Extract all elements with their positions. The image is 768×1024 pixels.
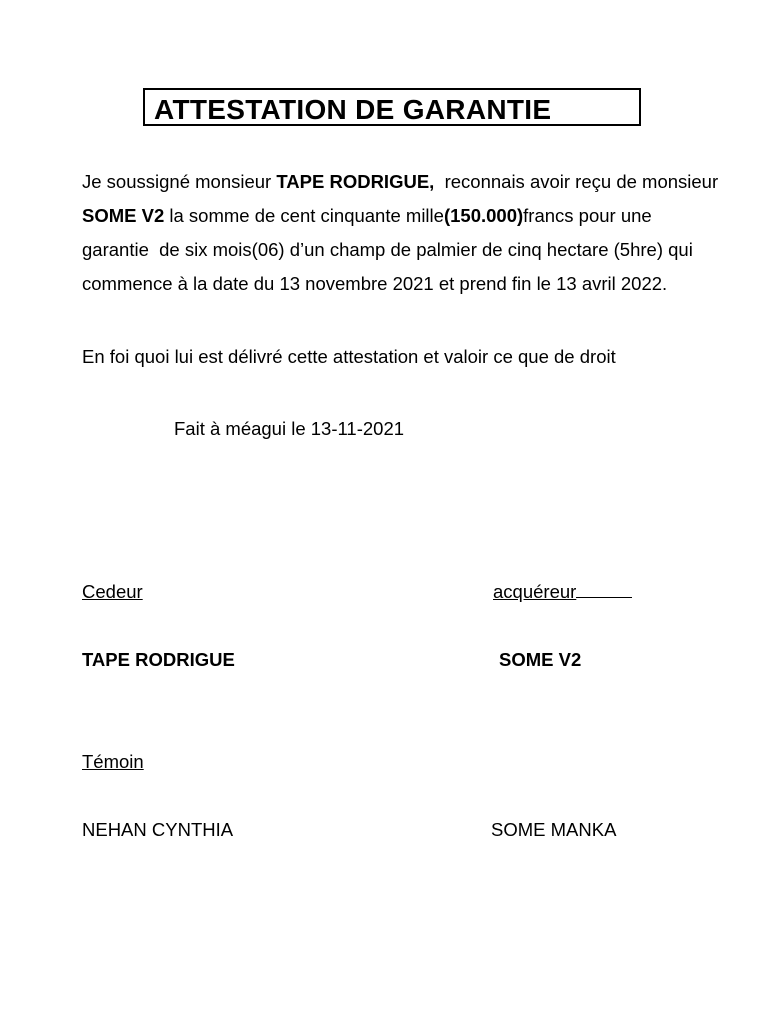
paragraph-text-1: Je soussigné monsieur [82,171,277,192]
paragraph-text-2: reconnais avoir reçu de monsieur [434,171,729,192]
paragraph-text-3: la somme de cent cinquante mille [164,205,444,226]
beneficiary-name: SOME V2 [82,205,165,226]
signature-underline [576,580,632,598]
place-date: Fait à méagui le 13-11-2021 [174,418,405,439]
guarantor-name: TAPE RODRIGUE, [276,171,435,192]
attestation-paragraph [82,165,729,301]
acquereur-label-wrap [493,580,632,604]
witness-1-name: NEHAN CYNTHIA [82,819,234,840]
temoin-label: Témoin [82,751,144,772]
paragraph-text-4: francs pour une garantie de six mois(06) d’un champ de palmier de cinq hectare (5hre) qui commence à la date du 13 novembre 2021 et prend fin le 13 avril 2022. [82,205,698,294]
acquereur-name: SOME V2 [499,649,582,670]
document-title: ATTESTATION DE GARANTIE [154,94,552,125]
acquereur-label: acquéreur [493,581,577,602]
cedeur-name: TAPE RODRIGUE [82,649,235,670]
amount-figure: (150.000) [443,205,524,226]
witness-2-name: SOME MANKA [491,819,617,840]
cedeur-label: Cedeur [82,581,143,602]
closing-statement: En foi quoi lui est délivré cette attestation et valoir ce que de droit [82,346,616,367]
